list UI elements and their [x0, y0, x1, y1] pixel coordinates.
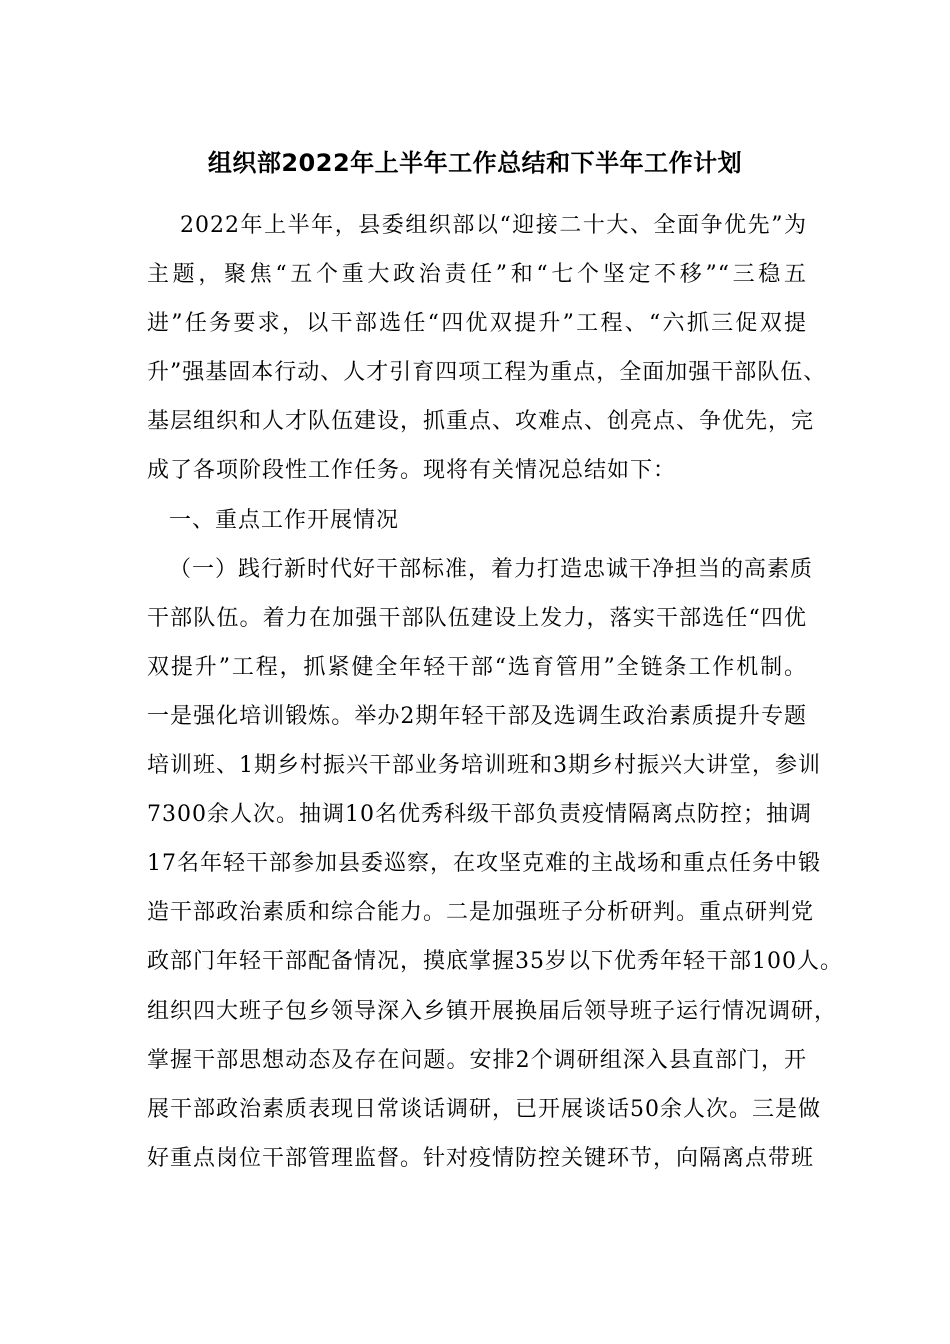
section-heading: 一、重点工作开展情况: [169, 507, 400, 533]
text-line: 一是强化培训锻炼。举办2期年轻干部及选调生政治素质提升专题: [147, 703, 807, 729]
text-line: 组织四大班子包乡领导深入乡镇开展换届后领导班子运行情况调研，: [147, 998, 838, 1024]
text-line: 双提升”工程，抓紧健全年轻干部“选育管用”全链条工作机制。: [147, 654, 807, 680]
text-line: 主题，聚焦“五个重大政治责任”和“七个坚定不移”“三稳五: [147, 262, 807, 288]
text-line: 基层组织和人才队伍建设，抓重点、攻难点、创亮点、争优先，完: [147, 409, 815, 435]
text-line: 掌握干部思想动态及存在问题。安排2个调研组深入县直部门，开: [147, 1047, 807, 1073]
text-line: 造干部政治素质和综合能力。二是加强班子分析研判。重点研判党: [147, 900, 815, 926]
document-title: 组织部2022年上半年工作总结和下半年工作计划: [207, 149, 743, 177]
text-line: 17名年轻干部参加县委巡察，在攻坚克难的主战场和重点任务中锻: [147, 851, 821, 877]
text-line: 培训班、1期乡村振兴干部业务培训班和3期乡村振兴大讲堂，参训: [147, 753, 821, 779]
text-line: 好重点岗位干部管理监督。针对疫情防控关键环节，向隔离点带班: [147, 1145, 815, 1171]
document-body: [147, 206, 843, 1188]
text-line: 干部队伍。着力在加强干部队伍建设上发力，落实干部选任“四优: [147, 605, 807, 631]
text-line: 7300余人次。抽调10名优秀科级干部负责疫情隔离点防控；抽调: [147, 802, 812, 828]
text-line: 成了各项阶段性工作任务。现将有关情况总结如下：: [147, 458, 677, 484]
text-line: 进”任务要求，以干部选任“四优双提升”工程、“六抓三促双提: [147, 311, 807, 337]
text-line: 升”强基固本行动、人才引育四项工程为重点，全面加强干部队伍、: [147, 360, 827, 386]
text-line: （一）践行新时代好干部标准，着力打造忠诚干净担当的高素质: [169, 556, 814, 582]
text-line: 2022年上半年，县委组织部以“迎接二十大、全面争优先”为: [180, 213, 807, 238]
text-line: 政部门年轻干部配备情况，摸底掌握35岁以下优秀年轻干部100人。: [147, 949, 843, 975]
text-line: 展干部政治素质表现日常谈话调研，已开展谈话50余人次。三是做: [147, 1096, 821, 1122]
